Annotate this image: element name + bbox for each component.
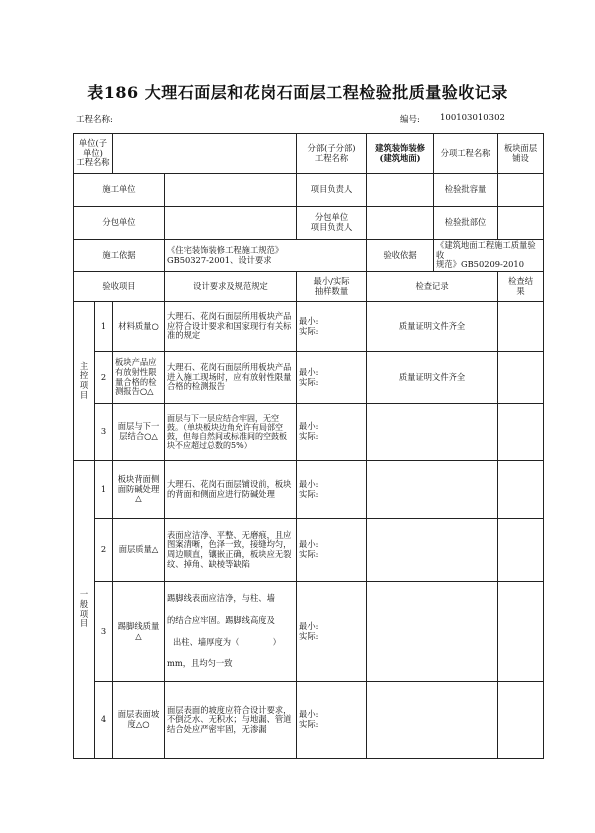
- acceptance-form: [73, 133, 544, 759]
- item-sample: 最小: 实际:: [297, 352, 367, 404]
- construction-basis-value: 《住宅装饰装修工程施工规范》 GB50327-2001、设计要求: [165, 240, 367, 272]
- item-no: 2: [95, 352, 113, 404]
- item-result[interactable]: [498, 302, 544, 352]
- project-name-label: 工程名称:: [76, 115, 113, 125]
- division-value: 建筑装饰装修 (建筑地面): [367, 134, 434, 174]
- project-manager-label: 项目负责人: [297, 174, 367, 207]
- item-result[interactable]: [498, 519, 544, 582]
- acceptance-basis-label: 验收依据: [367, 240, 434, 272]
- item-name: 面层表面坡度△○: [113, 682, 165, 759]
- item-requirement: 大理石、花岗石面层所用板块产品进入施工现场时，应有放射性限量合格的检测报告: [165, 352, 297, 404]
- unit-name-label: 单位(子单位) 工程名称: [74, 134, 113, 174]
- col-item-header: 验收项目: [74, 272, 165, 302]
- batch-capacity-label: 检验批容量: [434, 174, 498, 207]
- item-result[interactable]: [498, 352, 544, 404]
- item-sample: 最小: 实际:: [297, 461, 367, 519]
- unit-name-value[interactable]: [113, 134, 297, 174]
- item-sample: 最小: 实际:: [297, 302, 367, 352]
- item-name: 面层质量△: [113, 519, 165, 582]
- code-value: 100103010302: [440, 113, 505, 123]
- item-requirement: 面层表面的坡度应符合设计要求，不倒泛水、无积水；与地漏、管道结合处应严密牢固，无渗漏: [165, 682, 297, 759]
- sub-manager-label: 分包单位 项目负责人: [297, 207, 367, 240]
- item-record: [367, 682, 498, 759]
- item-no: 1: [95, 461, 113, 519]
- item-record: [367, 404, 498, 461]
- item-no: 3: [95, 404, 113, 461]
- batch-location-value[interactable]: [498, 207, 544, 240]
- division-label: 分部(子分部) 工程名称: [297, 134, 367, 174]
- item-requirement: 大理石、花岗石面层所用板块产品应符合设计要求和国家现行有关标准的规定: [165, 302, 297, 352]
- item-name: 材料质量○: [113, 302, 165, 352]
- item-sample: 最小: 实际:: [297, 682, 367, 759]
- item-requirement: 表面应洁净、平整、无磨痕，且应图案清晰，色泽一致，接缝均匀，周边顺直，镶嵌正确，板块应无裂纹、掉角、缺棱等缺陷: [165, 519, 297, 582]
- item-no: 4: [95, 682, 113, 759]
- main-group-label: 主 控 项 目: [74, 302, 95, 461]
- item-result[interactable]: [498, 682, 544, 759]
- batch-location-label: 检验批部位: [434, 207, 498, 240]
- construction-unit-value[interactable]: [165, 174, 297, 207]
- item-no: 1: [95, 302, 113, 352]
- item-name: 面层与下一层结合○△: [113, 404, 165, 461]
- general-group-label: 一 般 项 目: [74, 461, 95, 759]
- col-result-header: 检查结 果: [498, 272, 544, 302]
- item-record: 质量证明文件齐全: [367, 302, 498, 352]
- item-result[interactable]: [498, 461, 544, 519]
- batch-capacity-value[interactable]: [498, 174, 544, 207]
- col-sample-header: 最小/实际 抽样数量: [297, 272, 367, 302]
- item-sample: 最小: 实际:: [297, 582, 367, 682]
- requirement-line: 出柱、墙厚度为（ ）: [173, 636, 281, 647]
- col-requirement-header: 设计要求及规范规定: [165, 272, 297, 302]
- item-requirement: [165, 582, 297, 682]
- project-manager-value[interactable]: [367, 174, 434, 207]
- item-no: 3: [95, 582, 113, 682]
- item-name: 板块背面侧面防碱处理△: [113, 461, 165, 519]
- page-title: 表186 大理石面层和花岗石面层工程检验批质量验收记录: [87, 83, 508, 102]
- acceptance-basis-value: 《建筑地面工程施工质量验收 规范》GB50209-2010: [434, 240, 544, 272]
- item-name: 踢脚线质量△: [113, 582, 165, 682]
- construction-unit-label: 施工单位: [74, 174, 165, 207]
- construction-basis-label: 施工依据: [74, 240, 165, 272]
- subcontractor-label: 分包单位: [74, 207, 165, 240]
- item-result[interactable]: [498, 582, 544, 682]
- subitem-value: 板块面层铺设: [498, 134, 544, 174]
- subitem-label: 分项工程名称: [434, 134, 498, 174]
- requirement-line: 的结合应牢固。踢脚线高度及: [167, 614, 275, 625]
- item-no: 2: [95, 519, 113, 582]
- sub-manager-value[interactable]: [367, 207, 434, 240]
- requirement-line: 踢脚线表面应洁净，与柱、墙: [167, 593, 275, 604]
- requirement-line: mm，且均匀一致: [167, 658, 233, 669]
- item-requirement: 面层与下一层应结合牢固，无空鼓。（单块板块边角允许有局部空鼓，但每自然间或标准间的空鼓板块不应超过总数的5%）: [165, 404, 297, 461]
- item-sample: 最小: 实际:: [297, 519, 367, 582]
- col-record-header: 检查记录: [367, 272, 498, 302]
- subcontractor-value[interactable]: [165, 207, 297, 240]
- item-result[interactable]: [498, 404, 544, 461]
- item-requirement: 大理石、花岗石面层铺设前，板块的背面和侧面应进行防碱处理: [165, 461, 297, 519]
- item-record: [367, 582, 498, 682]
- item-record: 质量证明文件齐全: [367, 352, 498, 404]
- item-record: [367, 461, 498, 519]
- code-label: 编号:: [400, 115, 420, 125]
- item-record: [367, 519, 498, 582]
- item-name: 板块产品应有放射性限量合格的检测报告○△: [113, 352, 165, 404]
- item-sample: 最小: 实际:: [297, 404, 367, 461]
